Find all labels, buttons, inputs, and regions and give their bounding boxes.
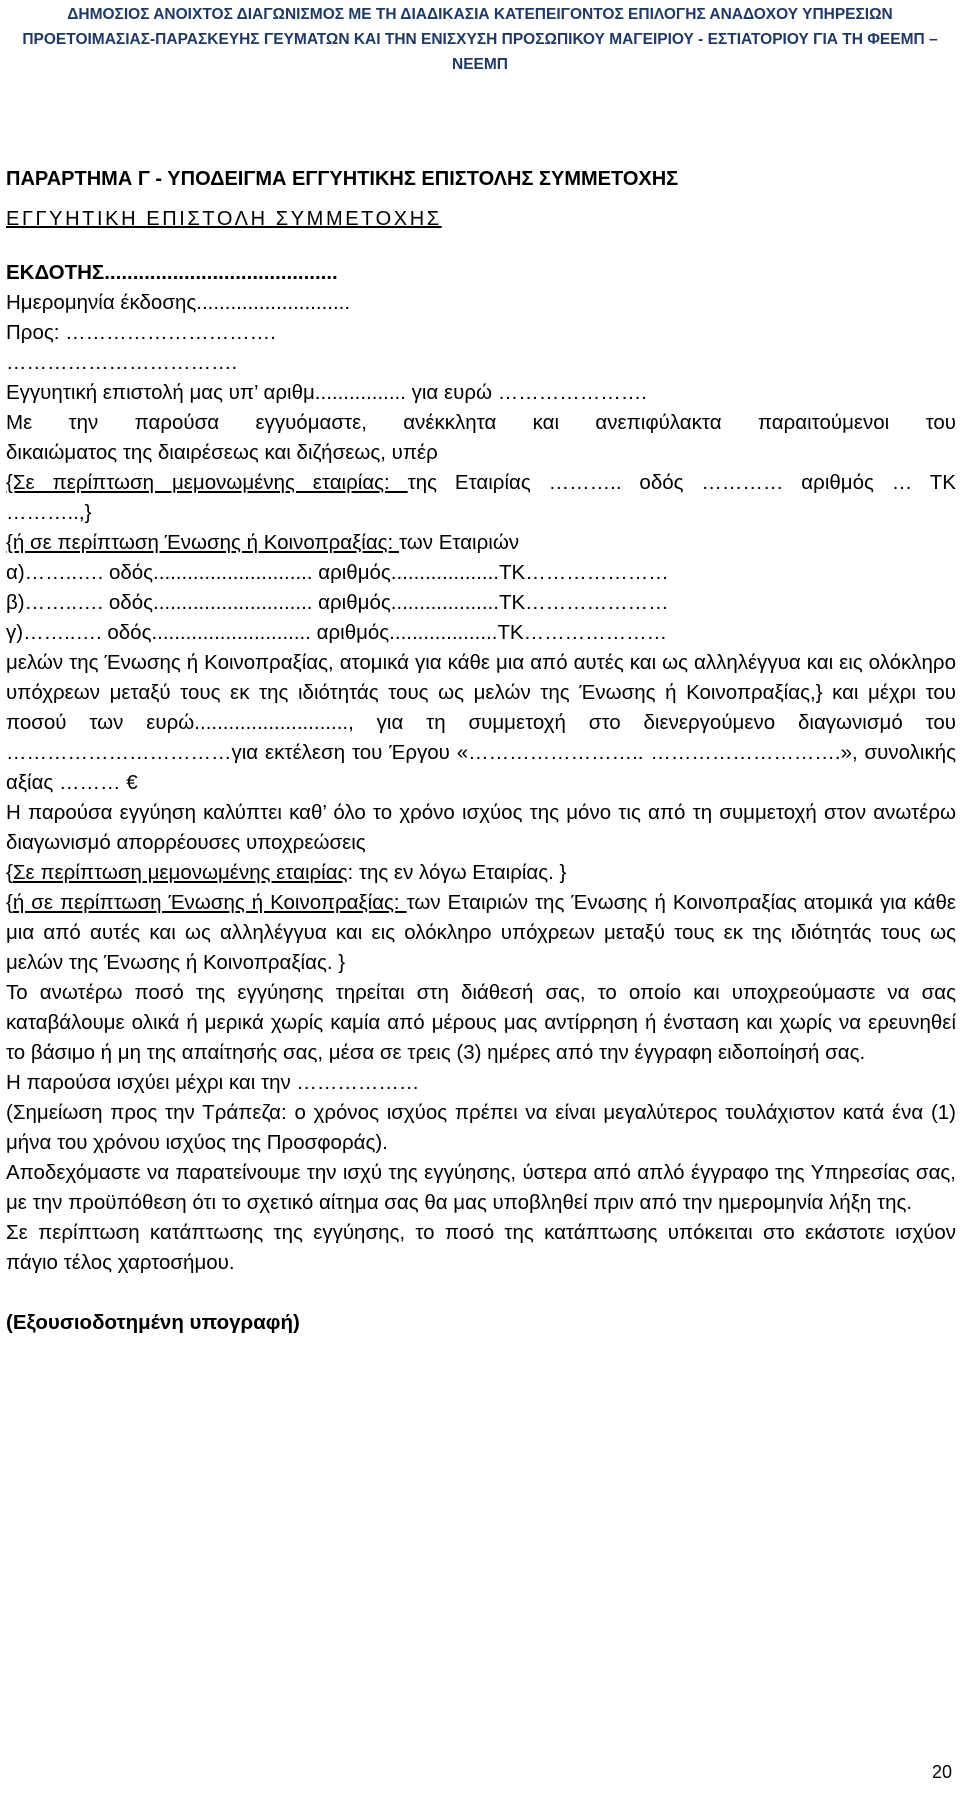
single-company-case: [6, 468, 956, 498]
union-company-label: ή σε περίπτωση Ένωσης ή Κοινοπραξίας:: [12, 891, 407, 914]
single-company-clause: {Σε περίπτωση μεμονωμένης εταιρίας: της εν λόγω Εταιρίας. }: [6, 861, 567, 884]
page-number: 20: [931, 1762, 952, 1782]
forfeit-paragraph: Σε περίπτωση κατάπτωσης της εγγύησης, το ποσό της κατάπτωσης υπόκειται στο εκάστοτε ισχύον πάγιο τέλος χαρτοσήμου.: [6, 1221, 956, 1274]
guarantee-number-line: Εγγυητική επιστολή μας υπ’ αριθμ................ για ευρώ ………………….: [6, 381, 647, 404]
union-company-text: των Εταιριών της Ένωσης ή Κοινοπραξίας ατομικά για κάθε μια από αυτές και ως αλληλέγγυα και εις ολόκληρο υπόχρεων μεταξύ τους εκ της ιδιότητάς τους ως μελών της Ένωσης ή Κοινοπραξίας. }: [6, 891, 956, 974]
single-case-label: {Σε περίπτωση μεμονωμένης εταιρίας:: [6, 471, 408, 494]
coverage-paragraph: Η παρούσα εγγύηση καλύπτει καθ’ όλο το χρόνο ισχύος της μόνο τις από τη συμμετοχή στον ανωτέρω διαγωνισμό απορρέουσες υποχρεώσεις: [6, 801, 956, 854]
union-company-clause: {ή σε περίπτωση Ένωσης ή Κοινοπραξίας: των Εταιριών της Ένωσης ή Κοινοπραξίας ατομικά για κάθε μια από αυτές και ως αλληλέγγυα και εις ολόκληρο υπόχρεων μεταξύ τους εκ της ιδιότητάς τους ως μελών της Ένωσης ή Κοινοπραξίας. }: [6, 891, 956, 974]
signature-label: (Εξουσιοδοτημένη υπογραφή): [6, 1311, 300, 1334]
validity-line: Η παρούσα ισχύει μέχρι και την ………………: [6, 1071, 420, 1094]
members-paragraph: μελών της Ένωσης ή Κοινοπραξίας, ατομικά για κάθε μια από αυτές και ως αλληλέγγυα και εις ολόκληρο υπόχρεων μεταξύ τους εκ της ιδιότητάς τους ως μελών της Ένωσης ή Κοινοπραξίας,} και μέχρι του ποσού των ευρώ..........................., για τη συμμετοχή στο διενεργούμενο διαγωνισμό του ……………………………για εκτέλεση του Έργου «…………………….. ……………………….», συνολικής αξίας ……… €: [6, 651, 956, 794]
union-case-label: {ή σε περίπτωση Ένωσης ή Κοινοπραξίας:: [6, 531, 399, 554]
guarantee-text-line-1: Με την παρούσα εγγυόμαστε, ανέκκλητα και ανεπιφύλακτα παραιτούμενοι του: [6, 411, 956, 434]
appendix-title: ΠΑΡΑΡΤΗΜΑ Γ - ΥΠΟΔΕΙΓΜΑ ΕΓΓΥΗΤΙΚΗΣ ΕΠΙΣΤΟΛΗΣ ΣΥΜΜΕΤΟΧΗΣ: [6, 168, 679, 190]
member-a-line: α)……..…. οδός............................ αριθμός...................ΤΚ…………………: [6, 561, 669, 584]
bank-note: (Σημείωση προς την Τράπεζα: ο χρόνος ισχύος πρέπει να είναι μεγαλύτερος τουλάχιστον κατά ένα (1) μήνα του χρόνου ισχύος της Προσφοράς).: [6, 1101, 956, 1154]
document-body: [6, 164, 956, 1338]
availability-paragraph: Το ανωτέρω ποσό της εγγύησης τηρείται στη διάθεσή σας, το οποίο και υποχρεούμαστε να σας καταβάλουμε ολικά ή μερικά χωρίς καμία από μέρους μας αντίρρηση ή ένσταση και χωρίς να ερευνηθεί το βάσιμο ή μη της απαίτησής σας, μέσα σε τρεις (3) ημέρες από την έγγραφη ειδοποίησή σας.: [6, 981, 956, 1064]
member-b-line: β)……..…. οδός............................ αριθμός...................ΤΚ…………………: [6, 591, 669, 614]
issue-date-field: Ημερομηνία έκδοσης...........................: [6, 291, 351, 314]
recipient-continuation: …………………………….: [6, 351, 238, 374]
header-line-3: ΝΕΕΜΠ: [452, 56, 508, 73]
issuer-field: ΕΚΔΟΤΗΣ.........................................: [6, 261, 338, 284]
page-header: [0, 2, 960, 77]
extension-paragraph: Αποδεχόμαστε να παρατείνουμε την ισχύ της εγγύησης, ύστερα από απλό έγγραφο της Υπηρεσίας σας, με την προϋπόθεση ότι το σχετικό αίτημα σας θα μας υποβληθεί πριν από την ημερομηνία λήξη της.: [6, 1161, 956, 1214]
single-company-label: Σε περίπτωση μεμονωμένης εταιρίας: [12, 861, 348, 884]
letter-title: ΕΓΓΥΗΤΙΚΗ ΕΠΙΣΤΟΛΗ ΣΥΜΜΕΤΟΧΗΣ: [6, 208, 442, 230]
header-line-1: ΔΗΜΟΣΙΟΣ ΑΝΟΙΧΤΟΣ ΔΙΑΓΩΝΙΣΜΟΣ ΜΕ ΤΗ ΔΙΑΔΙΚΑΣΙΑ ΚΑΤΕΠΕΙΓΟΝΤΟΣ ΕΠΙΛΟΓΗΣ ΑΝΑΔΟΧΟΥ ΥΠΗΡΕΣΙΩΝ: [67, 6, 893, 23]
single-company-text: : της εν λόγω Εταιρίας. }: [347, 861, 567, 884]
member-c-line: γ)……..…. οδός............................ αριθμός...................ΤΚ…………………: [6, 621, 668, 644]
union-case-text: των Εταιριών: [398, 531, 520, 554]
header-line-2: ΠΡΟΕΤΟΙΜΑΣΙΑΣ-ΠΑΡΑΣΚΕΥΗΣ ΓΕΥΜΑΤΩΝ ΚΑΙ ΤΗΝ ΕΝΙΣΧΥΣΗ ΠΡΟΣΩΠΙΚΟΥ ΜΑΓΕΙΡΙΟΥ - ΕΣΤΙΑΤΟΡΙΟΥ ΓΙΑ ΤΗ ΦΕΕΜΠ –: [22, 31, 938, 48]
guarantee-text-line-2: δικαιώματος της διαιρέσεως και διζήσεως, υπέρ: [6, 441, 438, 464]
single-case-text: της Εταιρίας ……….. οδός ………… αριθμός … ΤΚ: [407, 471, 956, 494]
single-case-end: ………..,}: [6, 501, 92, 524]
union-case: [6, 528, 956, 558]
recipient-field: Προς: ………………………….: [6, 321, 276, 344]
